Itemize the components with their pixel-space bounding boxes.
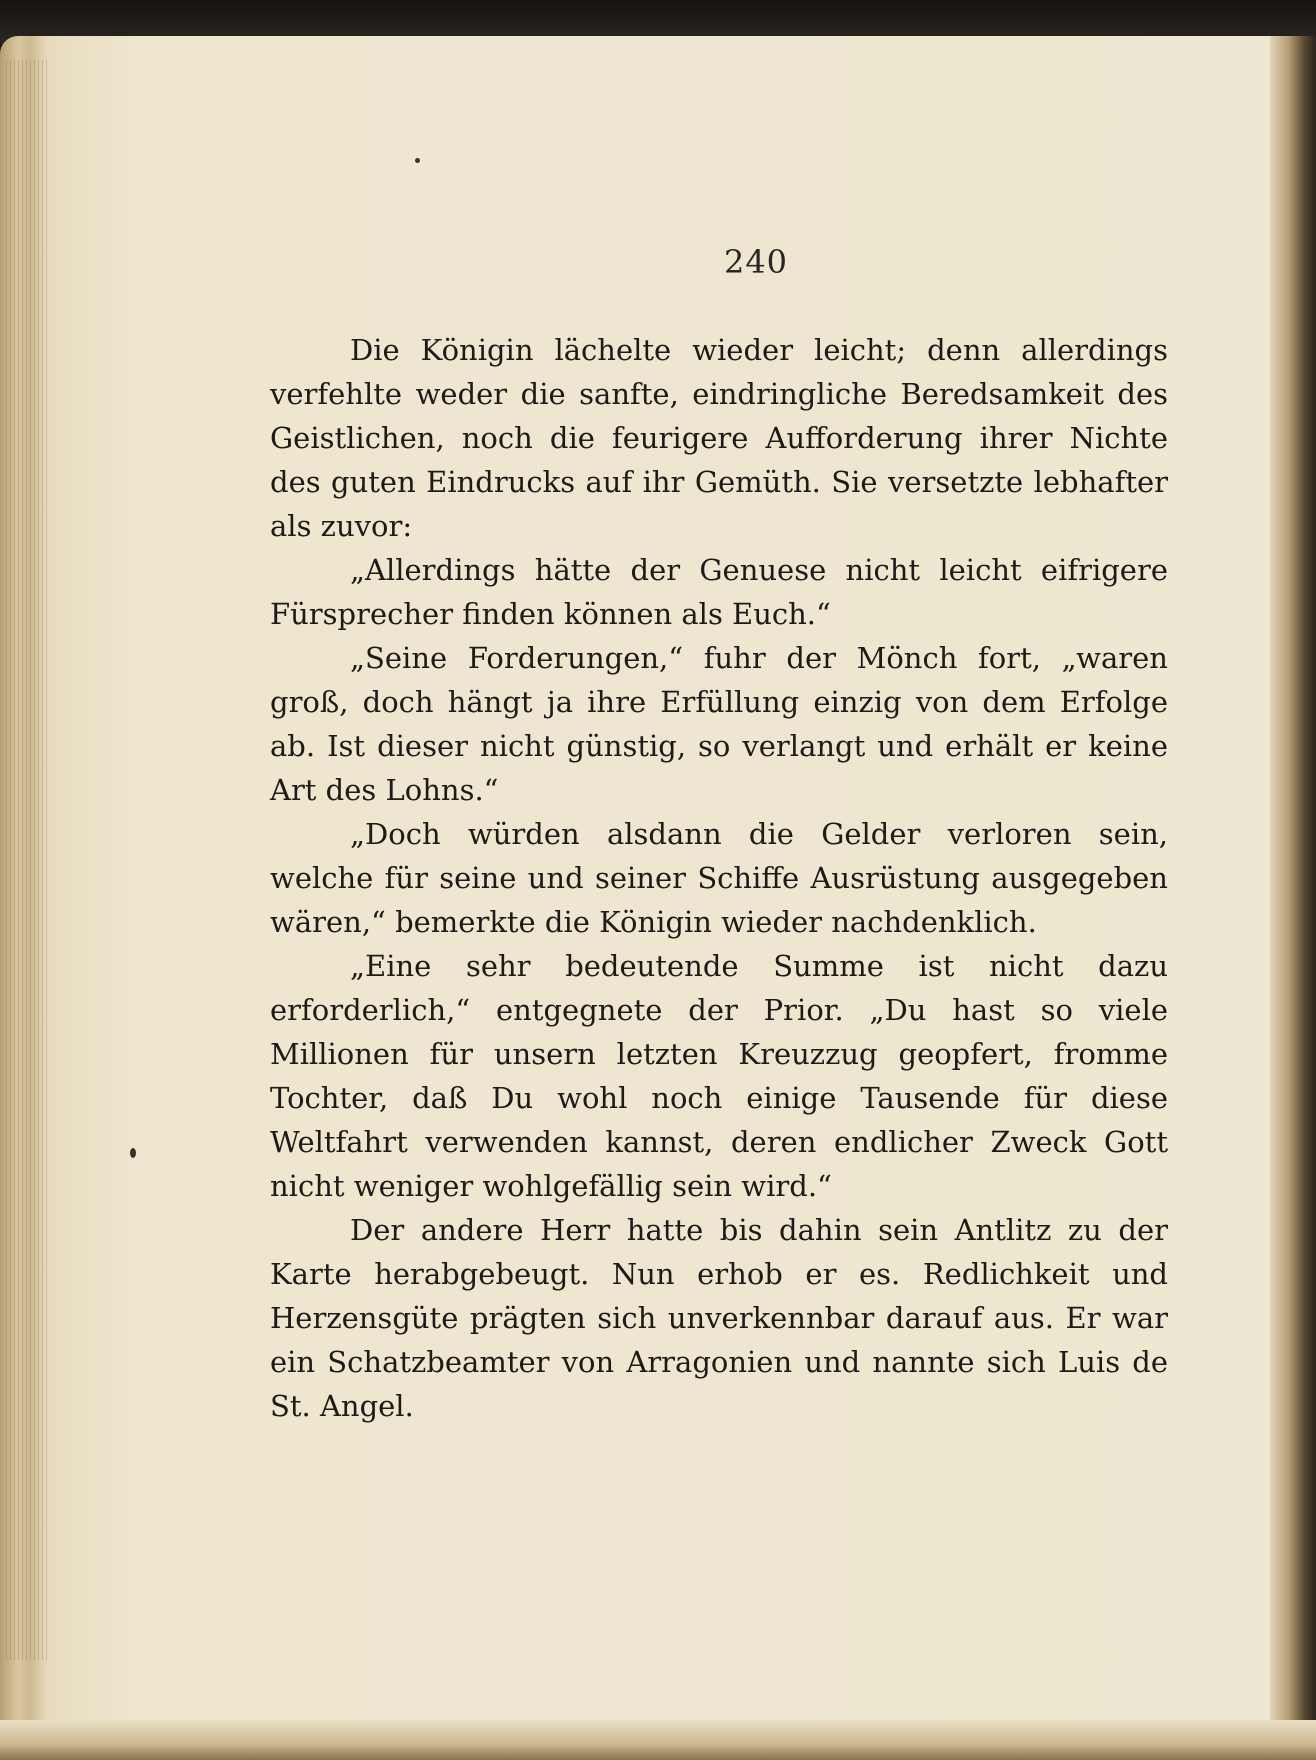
body-text <box>270 328 1168 1428</box>
ink-speck <box>415 158 420 163</box>
page-bottom-edge <box>0 1720 1316 1760</box>
paragraph: „Seine Forderungen,“ fuhr der Mönch fort, „waren groß, doch hängt ja ihre Erfüllung einzig von dem Erfolge ab. Ist dieser nicht günstig, so verlangt und erhält er keine Art des Lohns.“ <box>270 641 1168 807</box>
page-stack-edge <box>6 60 50 1660</box>
paragraph: Der andere Herr hatte bis dahin sein Antlitz zu der Karte herabgebeugt. Nun erhob er es. Redlichkeit und Herzensgüte prägten sich unverkennbar darauf aus. Er war ein Schatzbeamter von Arragonien und nannte sich Luis de St. Angel. <box>270 1213 1168 1423</box>
page-content <box>80 48 1270 1720</box>
paragraph: „Eine sehr bedeutende Summe ist nicht dazu erforderlich,“ entgegnete der Prior. „Du hast so viele Millionen für unsern letzten Kreuzzug geopfert, fromme Tochter, daß Du wohl noch einige Tausende für diese Weltfahrt verwenden kannst, deren endlicher Zweck Gott nicht weniger wohlgefällig sein wird.“ <box>270 949 1168 1203</box>
paragraph: „Doch würden alsdann die Gelder verloren sein, welche für seine und seiner Schiffe Ausrüstung ausgegeben wären,“ bemerkte die Königin wieder nachdenklich. <box>270 817 1168 939</box>
paragraph: Die Königin lächelte wieder leicht; denn allerdings verfehlte weder die sanfte, eindringliche Beredsamkeit des Geistlichen, noch die feurigere Aufforderung ihrer Nichte des guten Eindrucks auf ihr Gemüth. Sie versetzte lebhafter als zuvor: <box>270 333 1168 543</box>
book-spine-edge <box>1270 36 1316 1760</box>
ink-speck <box>130 1148 136 1158</box>
page-number: 240 <box>723 243 789 281</box>
paragraph: „Allerdings hätte der Genuese nicht leicht eifrigere Fürsprecher finden können als Euch.“ <box>270 553 1168 631</box>
